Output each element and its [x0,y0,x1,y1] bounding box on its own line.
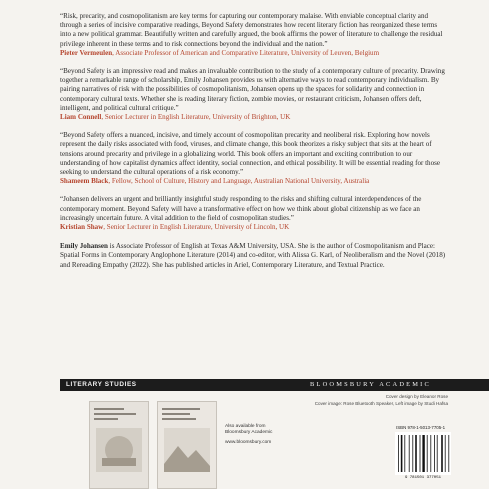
publisher-wordmark: BLOOMSBURY ACADEMIC [310,381,431,388]
reviewer-name: Pieter Vermeulen [60,48,113,57]
quote-1 [60,12,448,58]
publisher-url: www.bloomsbury.com [225,440,272,445]
title-lines-icon [162,407,214,421]
reviewer-name: Liam Connell [60,113,102,122]
book-cover-title-lines [162,407,214,423]
quote-text: “Beyond Safety offers a nuanced, incisive, and timely account of cosmopolitan precarity and neoliberal risk. Exploring how novels represent the daily risks associated with food, viruses, and climate change, this book theorizes a risky subject that sits at the heart of tensions around precarity and privilege in a globalizing world. This book offers an important and exciting contribution to our understanding of how capitalist dynamics affect identity, social connection, and ethical possibility. It will be essential reading for those seeking to understand the cultural operations of a risk economy.” [60,131,440,177]
title-lines-icon [94,407,146,421]
related-book-cover [157,401,217,489]
also-line: Also available from [225,424,266,429]
reviewer-role: , Senior Lecturer in English Literature, University of Brighton, UK [101,113,291,122]
cover-artwork-icon [96,428,142,472]
blurb-column [60,12,448,270]
quote-attribution [60,177,448,186]
barcode-icon [395,432,451,475]
reviewer-role: , Fellow, School of Culture, History and Language, Australian National University, Australia [108,177,370,186]
also-available [225,424,272,446]
reviewer-role: , Senior Lecturer in English Literature, University of Lincoln, UK [103,223,290,232]
isbn-label: ISBN 978-1-5013-7705-1 [396,425,446,430]
quote-attribution [60,223,448,232]
reviewer-role: , Associate Professor of American and Comparative Literature, University of Leuven, Belgium [112,48,380,57]
related-titles [89,401,221,489]
also-publisher: Bloomsbury Academic [225,430,273,435]
quote-2 [60,67,448,122]
author-bio-text: is Associate Professor of English at Texas A&M University, USA. She is the author of Cosmopolitanism and Place: Spatial Forms in Contemporary Anglophone Literature (2014) and co-editor, with Alissa G. Karl, of Neoliberalism and the Novel (2018) and Rereading Empathy (2022). She has published articles in Ariel, Contemporary Literature, and Textual Practice. [60,242,446,269]
book-cover-title-lines [94,407,146,423]
credit-image: Cover image: Rose Bluetooth Speaker, Left image by Studi Hafsa [314,400,448,406]
quote-attribution [60,49,448,58]
barcode-digits: 9 781501 377051 [404,476,441,480]
reviewer-name: Shameem Black [60,177,109,186]
quote-text: “Johansen delivers an urgent and brilliantly insightful study responding to the risks and shifting cultural interdependences of the contemporary moment. Beyond Safety will have a transformative effect on how we think about global citizenship as we face an increasingly uncertain future. A vital addition to the field of cosmopolitan studies.” [60,195,422,222]
quote-text: “Risk, precarity, and cosmopolitanism are key terms for capturing our contemporary malaise. With enviable conceptual clarity and through a series of incisive comparative readings, Beyond Safety demonstrates how recent literary fiction has reorganized these terms into a new political grammar. Beautifully written and carefully argued, the book affirms the power of literature to challenge the residual privilege inherent in these terms and to risk connections beyond the individual and the nation.” [60,12,443,48]
author-bio [60,242,448,270]
subject-label: LITERARY STUDIES [66,381,137,388]
subject-bar [60,379,489,391]
reviewer-name: Kristian Shaw [60,223,104,232]
credit-design: Cover design by Eleanor Rose [385,394,448,399]
cover-credits [315,394,448,407]
related-book-cover [89,401,149,489]
author-name: Emily Johansen [60,242,108,251]
quote-4 [60,195,448,232]
cover-artwork-icon [164,428,210,472]
quote-text: “Beyond Safety is an impressive read and makes an invaluable contribution to the study of a contemporary culture of precarity. Drawing together a remarkable range of scholarship, Emily Johansen provides us with alternative ways to read contemporary individualism. By pairing narratives of risk with the possibilities of cosmopolitanism, Johansen opens up the spaces for solidarity and connection in contemporary cultural texts. Whether she is reading literary fiction, zombie movies, or restaurant criticism, Johansen offers deft, intelligent, and political cultural critique.” [60,67,445,112]
quote-attribution [60,113,448,122]
quote-3 [60,131,448,186]
